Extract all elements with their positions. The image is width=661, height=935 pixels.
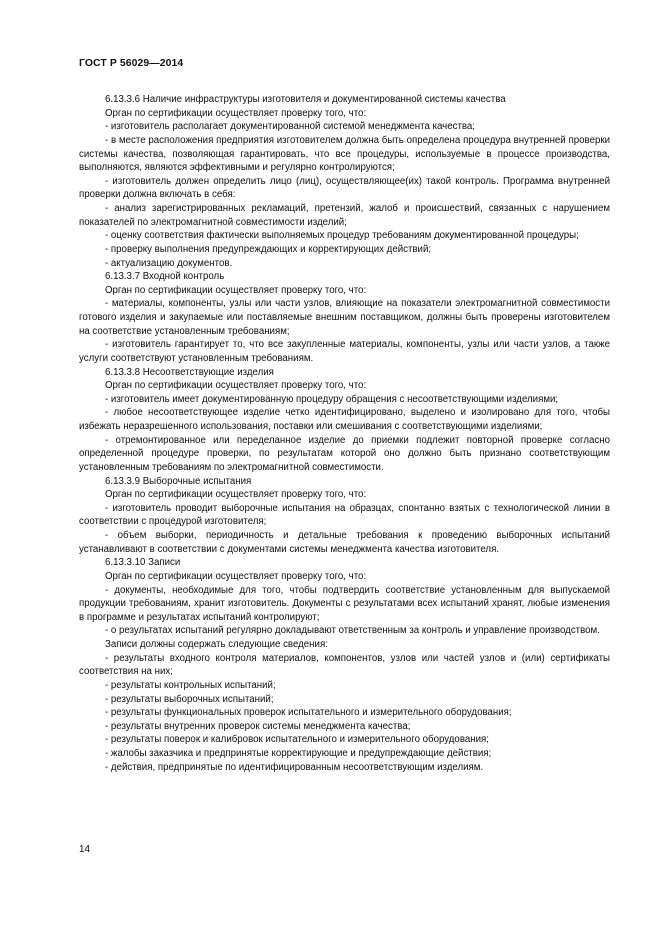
list-item: - проверку выполнения предупреждающих и корректирующих действий; [105, 243, 432, 255]
section-heading: 6.13.3.8 Несоответствующие изделия [105, 366, 274, 378]
paragraph: Орган по сертификации осуществляет проверку того, что: [105, 570, 367, 582]
section-heading: 6.13.3.10 Записи [105, 557, 181, 569]
paragraph: Орган по сертификации осуществляет проверку того, что: [105, 380, 367, 392]
list-item: - действия, предпринятые по идентифицированным несоответствующим изделиям. [105, 761, 484, 773]
paragraph: Орган по сертификации осуществляет проверку того, что: [105, 284, 367, 296]
list-item: - результаты выборочных испытаний; [105, 693, 274, 705]
list-item: - изготовитель проводит выборочные испытания на образцах, спонтанно взятых с технологической линии в соответствии с процедурой изготовителя; [79, 502, 610, 528]
list-item: - в месте расположения предприятия изготовителем должна быть определена процедура внутренней проверки системы качества, позволяющая гарантировать, что все процедуры, используемые в процессе производства, выполняются, являются эффективными и регулярно контролируются; [79, 134, 610, 174]
list-item: - о результатах испытаний регулярно докладывают ответственным за контроль и управление производством. [105, 625, 600, 637]
list-item: - любое несоответствующее изделие четко идентифицировано, выделено и изолировано для того, чтобы избежать неразрешенного использования, поставки или смешивания с соответствующими изделиями; [79, 407, 610, 432]
document-header: ГОСТ Р 56029—2014 [79, 58, 184, 69]
list-item: - изготовитель гарантирует то, что все закупленные материалы, компоненты, узлы или части узлов, а также услуги соответствуют установленным требованиям. [79, 339, 610, 364]
list-item: - результаты внутренних проверок системы менеджмента качества; [105, 720, 411, 732]
page-number: 14 [79, 844, 91, 855]
list-item: - жалобы заказчика и предпринятые корректирующие и предупреждающие действия; [105, 748, 492, 759]
section-heading: 6.13.3.7 Входной контроль [105, 271, 225, 283]
list-item: - результаты поверок и калибровок испытательного и измерительного оборудования; [105, 734, 489, 746]
section-heading: 6.13.3.9 Выборочные испытания [105, 475, 252, 487]
document-body [79, 93, 610, 774]
list-item: - материалы, компоненты, узлы или части узлов, влияющие на показатели электромагнитной совместимости готового изделия и закупаемые или поставляемые внешним поставщиком, должны быть проверены изготовителем на соответствие установленным требованиям; [79, 298, 610, 337]
list-item: - изготовитель располагает документированной системой менеджмента качества; [105, 121, 475, 133]
list-item: - анализ зарегистрированных рекламаций, претензий, жалоб и происшествий, связанных с нарушением показателей по электромагнитной совместимости изделий; [79, 203, 610, 228]
list-item: - результаты контрольных испытаний; [105, 679, 276, 691]
list-item: - изготовитель имеет документированную процедуру обращения с несоответствующими изделиями; [105, 393, 559, 405]
list-item: - документы, необходимые для того, чтобы подтвердить соответствие установленным для выпускаемой продукции требованиям, хранит изготовитель. Документы с результатами всех испытаний хранят, любые изменения в программе и результатах испытаний контролируют; [79, 584, 610, 623]
section-heading: 6.13.3.6 Наличие инфраструктуры изготовителя и документированной системы качества [105, 94, 506, 105]
list-item: - оценку соответствия фактически выполняемых процедур требованиям документированной процедуры; [105, 230, 579, 242]
list-item: - результаты функциональных проверок испытательного и измерительного оборудования; [105, 707, 512, 719]
paragraph: Орган по сертификации осуществляет проверку того, что: [105, 489, 367, 501]
paragraph: Записи должны содержать следующие сведения: [105, 639, 328, 650]
list-item: - отремонтированное или переделанное изделие до приемки подлежит повторной проверке согласно определенной процедуре проверки, по результатам которой оно должно быть признано соответствующим установленным требованиям по электромагнитной совместимости. [79, 434, 610, 473]
list-item: - актуализацию документов. [105, 257, 233, 269]
list-item: - изготовитель должен определить лицо (лиц), осуществляющее(их) такой контроль. Программа внутренней проверки должна включать в себя: [79, 175, 610, 201]
list-item: - результаты входного контроля материалов, компонентов, узлов или частей узлов и (или) сертификаты соответствия на них; [79, 652, 610, 678]
list-item: - объем выборки, периодичность и детальные требования к проведению выборочных испытаний устанавливают в соответствии с документами системы менеджмента качества изготовителя. [79, 530, 610, 555]
paragraph: Орган по сертификации осуществляет проверку того, что: [105, 107, 367, 119]
